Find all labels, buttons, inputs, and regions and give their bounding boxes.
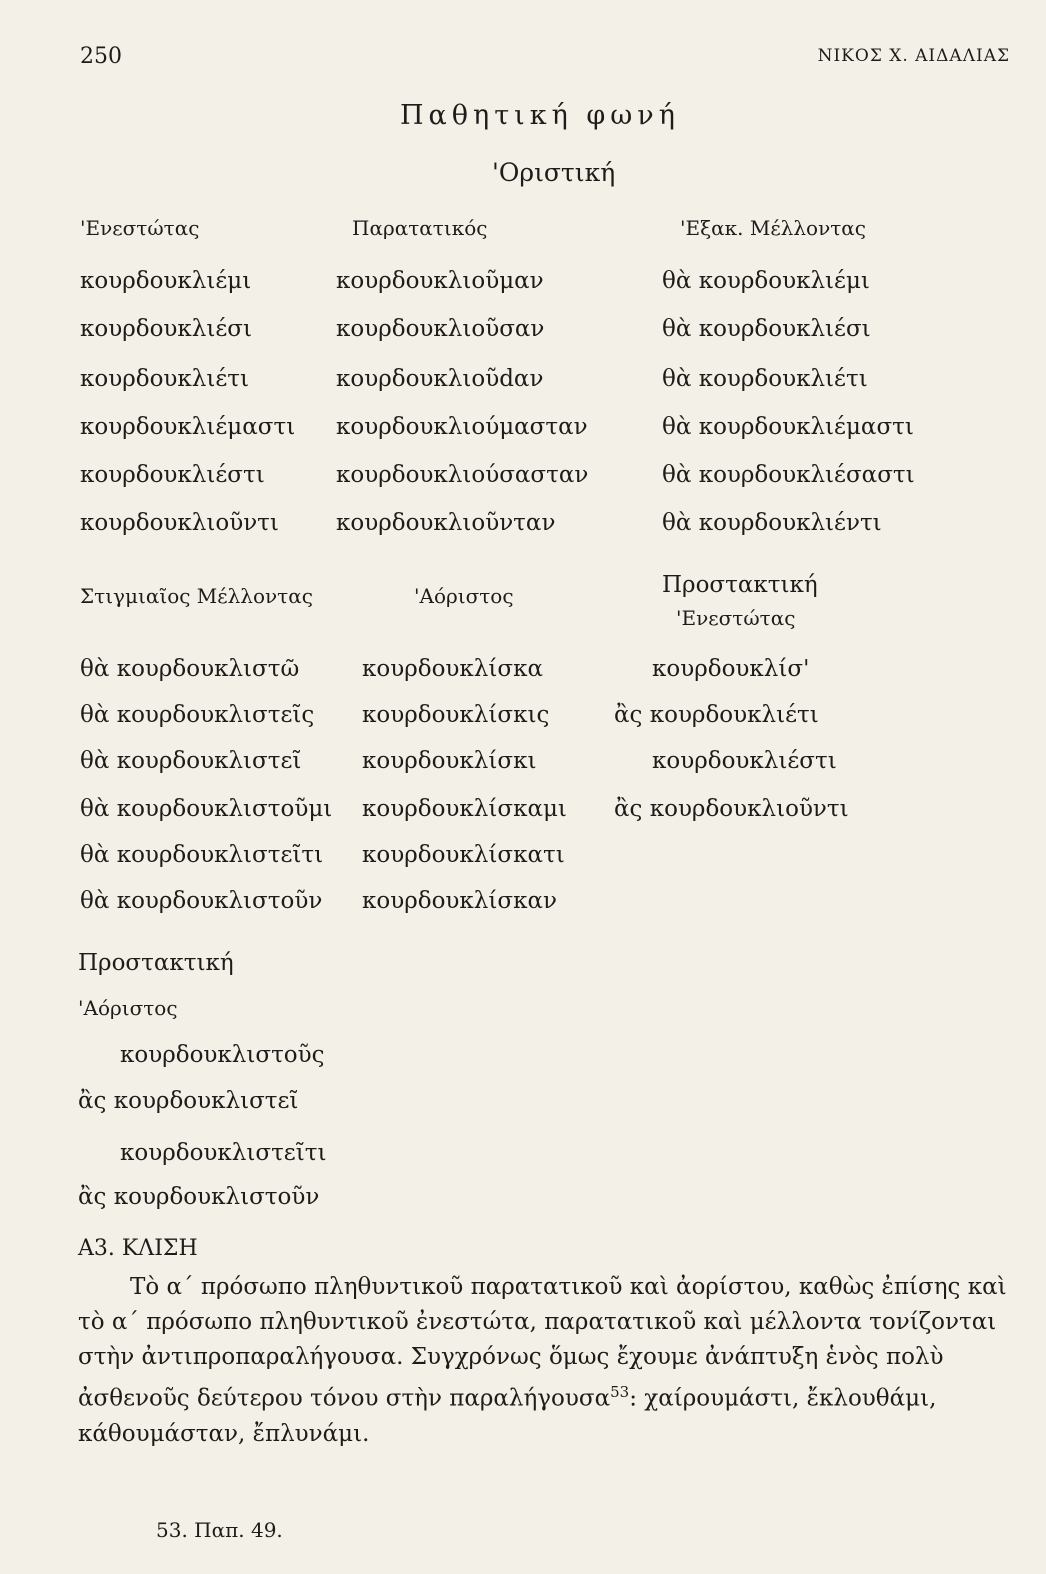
aorist-form: κουρδουκλίσκαν [362,888,557,914]
imperative-present-form: κουρδουκλίσ' [652,656,810,682]
imperative-present-title: Προστακτική [662,572,818,598]
running-header-author: ΝΙΚΟΣ Χ. ΑΙΔΑΛΙΑΣ [817,46,1010,66]
continuous-future-label: 'Εξακ. Μέλλοντας [680,216,866,240]
imperfect-label: Παρατατικός [352,216,488,240]
present-label: 'Ενεστώτας [80,216,200,240]
imperative-aorist-form: ἂς κουρδουκλιστεῖ [78,1088,299,1114]
imperative-aorist-label: 'Αόριστος [78,996,178,1020]
footnote: 53. Παπ. 49. [156,1518,283,1542]
imperative-present-form: ἂς κουρδουκλιοῦντι [614,796,849,822]
paragraph-text-after-note: : χαίρουμάστι, ἔκλουθάμι, κάθουμάσταν, ἔπλυνάμι. [78,1385,937,1447]
footnote-ref: 53 [610,1383,630,1401]
simple-future-label: Στιγμιαῖος Μέλλοντας [80,584,313,608]
present-form: κουρδουκλιέτι [80,366,250,392]
simple-future-form: θὰ κουρδουκλιστεῖτι [80,842,324,868]
imperfect-form: κουρδουκλιοῦμαν [336,268,544,294]
present-form: κουρδουκλιέμι [80,268,252,294]
simple-future-form: θὰ κουρδουκλιστεῖς [80,702,315,728]
imperative-aorist-title: Προστακτική [78,950,234,976]
present-form: κουρδουκλιέσι [80,316,253,342]
aorist-form: κουρδουκλίσκις [362,702,550,728]
present-form: κουρδουκλιέστι [80,462,265,488]
aorist-label: 'Αόριστος [414,584,514,608]
page-number: 250 [80,44,122,69]
continuous-future-form: θὰ κουρδουκλιέσαστι [662,462,915,488]
continuous-future-form: θὰ κουρδουκλιέσι [662,316,871,342]
imperative-aorist-form: κουρδουκλιστοῦς [120,1042,325,1068]
imperfect-form: κουρδουκλιοῦdαν [336,366,544,392]
imperfect-form: κουρδουκλιούμασταν [336,414,588,440]
imperative-present-label: 'Ενεστώτας [676,606,796,630]
paragraph-text-before-note: Τὸ α΄ πρόσωπο πληθυντικοῦ παρατατικοῦ καὶ ἀορίστου, καθὼς ἐπίσης καὶ τὸ α΄ πρόσωπο πληθυντικοῦ ἐνεστώτα, παρατατικοῦ καὶ μέλλοντα τονίζονται στὴν ἀντιπροπαραλήγουσα. Συγχρόνως ὅμως ἔχουμε ἀνάπτυξη ἑνὸς πολὺ ἀσθενοῦς δεύτερου τόνου στὴν παραλήγουσα [78,1274,1007,1412]
simple-future-form: θὰ κουρδουκλιστοῦν [80,888,323,914]
continuous-future-form: θὰ κουρδουκλιέμι [662,268,870,294]
imperfect-form: κουρδουκλιοῦσαν [336,316,545,342]
simple-future-form: θὰ κουρδουκλιστοῦμι [80,796,333,822]
imperative-aorist-form: ἂς κουρδουκλιστοῦν [78,1184,320,1210]
imperative-present-form: κουρδουκλιέστι [652,748,837,774]
aorist-form: κουρδουκλίσκατι [362,842,565,868]
indicative-title: 'Οριστική [492,158,616,187]
imperative-present-form: ἂς κουρδουκλιέτι [614,702,819,728]
simple-future-form: θὰ κουρδουκλιστῶ [80,656,300,682]
continuous-future-form: θὰ κουρδουκλιέτι [662,366,868,392]
aorist-form: κουρδουκλίσκα [362,656,543,682]
continuous-future-form: θὰ κουρδουκλιέντι [662,510,882,536]
present-form: κουρδουκλιοῦντι [80,510,279,536]
aorist-form: κουρδουκλίσκι [362,748,537,774]
section-paragraph [78,1270,1008,1452]
voice-title: Παθητική φωνή [400,100,680,131]
continuous-future-form: θὰ κουρδουκλιέμαστι [662,414,914,440]
simple-future-form: θὰ κουρδουκλιστεῖ [80,748,302,774]
aorist-form: κουρδουκλίσκαμι [362,796,567,822]
section-heading: Α3. ΚΛΙΣΗ [78,1236,198,1261]
imperative-aorist-form: κουρδουκλιστεῖτι [120,1140,327,1166]
imperfect-form: κουρδουκλιούσασταν [336,462,589,488]
present-form: κουρδουκλιέμαστι [80,414,296,440]
imperfect-form: κουρδουκλιοῦνταν [336,510,556,536]
